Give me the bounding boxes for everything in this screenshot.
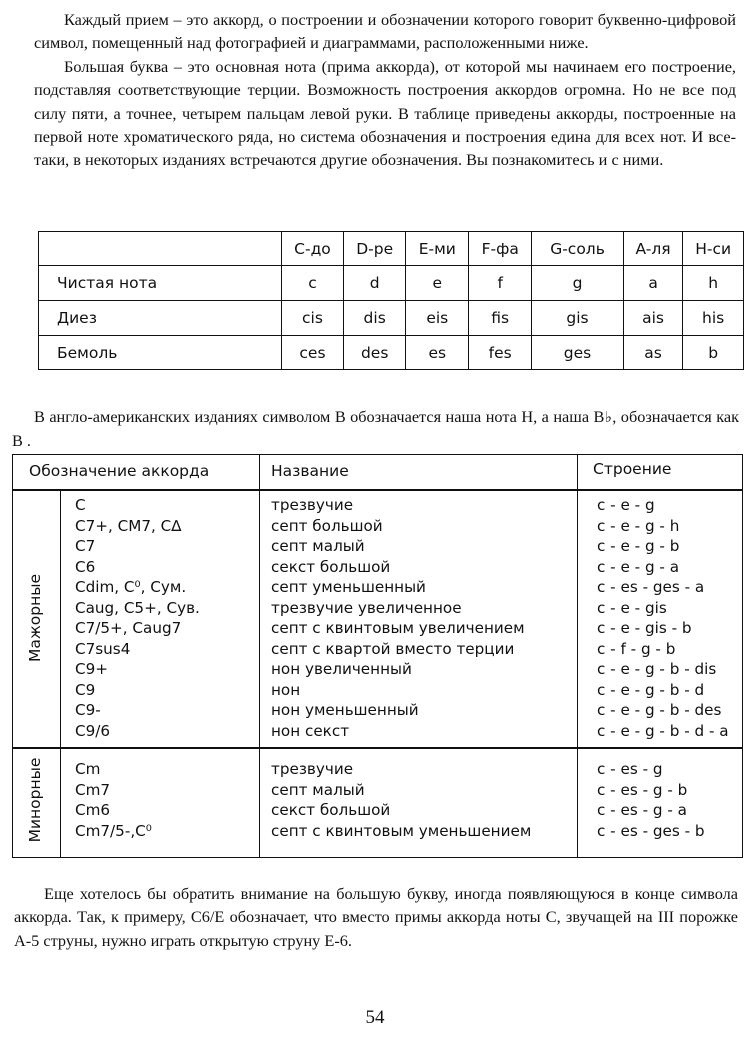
chord-structure: c - e - gis — [597, 598, 667, 617]
notes-table — [38, 231, 744, 370]
chord-name: трезвучие увеличенное — [271, 598, 462, 617]
chord-table-col-divider — [259, 455, 260, 857]
chord-table — [12, 454, 743, 858]
chord-structure: c - es - g - a — [597, 801, 687, 819]
chord-structure: c - e - g — [597, 496, 655, 514]
header-structure: Строение — [593, 460, 672, 478]
chord-name: септ малый — [271, 537, 365, 555]
major-structures — [597, 495, 729, 741]
notes-cell: eis — [406, 301, 469, 336]
outro-paragraph: Еще хотелось бы обратить внимание на большую букву, иногда появляющуюся в конце символа аккорда. Так, к примеру, C6/E обозначает, что вместо примы аккорда ноты C, звучащей на III порожке A-5 струны, нужно играть открытую струну E-6. — [14, 884, 738, 950]
anglo-note-text: В англо-американских изданиях символом B обозначается наша нота H, а наша B — [34, 407, 605, 426]
chord-name: септ уменьшенный — [271, 578, 426, 596]
chord-name: нон уменьшенный — [271, 701, 419, 719]
notes-col-header: A-ля — [623, 232, 682, 266]
chord-structure: c - es - ges - b — [597, 821, 705, 840]
chord-name: секст большой — [271, 557, 391, 576]
notes-cell: e — [406, 266, 469, 301]
notes-cell: fes — [469, 336, 532, 370]
chord-structure: c - e - gis - b — [597, 619, 692, 637]
flat-symbol: ♭ — [604, 408, 613, 426]
notes-cell: dis — [343, 301, 405, 336]
chord-symbol: Caug, C5+, Сув. — [75, 598, 200, 617]
chord-symbol: Cm7 — [75, 780, 111, 799]
group-label-major: Мажорные — [26, 573, 44, 663]
chord-structure: c - es - ges - a — [597, 578, 705, 596]
notes-cell: gis — [532, 301, 624, 336]
chord-name: септ большой — [271, 516, 383, 535]
chord-name: нон увеличенный — [271, 660, 412, 678]
notes-cell: es — [406, 336, 469, 370]
notes-row-label: Диез — [39, 301, 282, 336]
notes-cell: as — [623, 336, 682, 370]
notes-cell: des — [343, 336, 405, 370]
chord-name: секст большой — [271, 801, 391, 819]
chord-symbol: C9+ — [75, 660, 108, 678]
notes-col-header: F-фа — [469, 232, 532, 266]
notes-cell: ces — [282, 336, 344, 370]
header-designation: Обозначение аккорда — [29, 462, 210, 480]
chord-symbol: C7+, CM7, C∆ — [75, 516, 182, 535]
notes-cell: b — [683, 336, 744, 370]
chord-symbol: C7/5+, Caug7 — [75, 619, 182, 637]
chord-name: септ малый — [271, 780, 365, 799]
notes-cell: h — [683, 266, 744, 301]
chord-symbol: C — [75, 496, 86, 514]
notes-cell: ais — [623, 301, 682, 336]
notes-table-corner — [39, 232, 282, 266]
group-label-minor: Минорные — [26, 757, 44, 843]
chord-table-group-separator — [13, 747, 742, 749]
chord-symbol: C9/6 — [75, 721, 111, 740]
chord-structure: c - e - g - a — [597, 557, 680, 576]
notes-cell: f — [469, 266, 532, 301]
notes-table-row — [39, 266, 744, 301]
chord-structure: c - e - g - b - d - a — [597, 721, 729, 740]
chord-structure: c - es - g — [597, 760, 663, 778]
chord-symbol: Cm6 — [75, 801, 111, 819]
intro-text — [34, 8, 736, 172]
notes-cell: cis — [282, 301, 344, 336]
intro-paragraph-2: Большая буква – это основная нота (прима аккорда), от которой мы начинаем его построение, подставляя соответствующие терции. Возможность построения аккордов огромна. Но не все под силу пяти, а точнее, четырем пальцам левой руки. В таблице приведены аккорды, построенные на первой ноте хроматического ряда, но система обозначения и построения едина для всех нот. И все-таки, в некоторых изданиях встречаются другие обозначения. Вы познакомитесь и с ними. — [34, 56, 736, 170]
chord-name: септ с квинтовым увеличением — [271, 619, 525, 637]
notes-cell: g — [532, 266, 624, 301]
chord-name: нон секст — [271, 721, 350, 740]
chord-table-header-divider — [13, 489, 742, 491]
chord-name: септ с квартой вместо терции — [271, 639, 515, 658]
chord-name: нон — [271, 680, 301, 699]
notes-cell: fis — [469, 301, 532, 336]
chord-structure: c - e - g - b - dis — [597, 660, 717, 678]
chord-symbol: Cm — [75, 760, 101, 778]
chord-table-col-divider — [577, 455, 578, 857]
chord-symbol: C7sus4 — [75, 639, 131, 658]
chord-symbol: C7 — [75, 537, 96, 555]
notes-row-label: Бемоль — [39, 336, 282, 370]
notes-cell: his — [683, 301, 744, 336]
chord-name: септ с квинтовым уменьшением — [271, 821, 532, 840]
chord-symbol: C9 — [75, 680, 96, 699]
chord-structure: c - es - g - b — [597, 780, 688, 799]
chord-symbol: Cdim, C⁰, Сум. — [75, 578, 187, 596]
notes-table-header-row — [39, 232, 744, 266]
intro-paragraph-1: Каждый прием – это аккорд, о построении и обозначении которого говорит буквенно-цифровой символ, помещенный над фотографией и диаграммами, расположенными ниже. — [34, 10, 736, 53]
outro-text — [14, 882, 738, 952]
chord-table-group-divider — [60, 489, 61, 857]
chord-structure: c - e - g - b - d — [597, 680, 705, 699]
chord-symbol: C6 — [75, 557, 96, 576]
chord-structure: c - e - g - b — [597, 537, 680, 555]
notes-col-header: D-ре — [343, 232, 405, 266]
minor-names — [271, 759, 531, 841]
notes-col-header: G-соль — [532, 232, 624, 266]
header-name: Название — [271, 462, 349, 480]
chord-structure: c - e - g - b - des — [597, 701, 722, 719]
notes-cell: a — [623, 266, 682, 301]
chord-structure: c - f - g - b — [597, 639, 676, 658]
chord-name: трезвучие — [271, 496, 354, 514]
notes-cell: d — [343, 266, 405, 301]
notes-col-header: H-си — [683, 232, 744, 266]
anglo-note: В англо-американских изданиях символом B обозначается наша нота H, а наша B♭, обозначается как B . — [12, 407, 740, 451]
anglo-note-text2: обозначается как B . — [12, 407, 740, 451]
page-number: 54 — [365, 1007, 385, 1028]
minor-structures — [597, 759, 705, 841]
chord-structure: c - e - g - h — [597, 516, 680, 535]
chord-symbol: C9- — [75, 701, 101, 719]
notes-table-row — [39, 336, 744, 370]
notes-cell: ges — [532, 336, 624, 370]
notes-col-header: E-ми — [406, 232, 469, 266]
major-symbols — [75, 495, 200, 741]
notes-row-label: Чистая нота — [39, 266, 282, 301]
notes-col-header: C-до — [282, 232, 344, 266]
minor-symbols — [75, 759, 152, 841]
major-names — [271, 495, 525, 741]
notes-cell: c — [282, 266, 344, 301]
notes-table-row — [39, 301, 744, 336]
chord-symbol: Cm7/5-,C⁰ — [75, 821, 152, 840]
chord-name: трезвучие — [271, 760, 354, 778]
